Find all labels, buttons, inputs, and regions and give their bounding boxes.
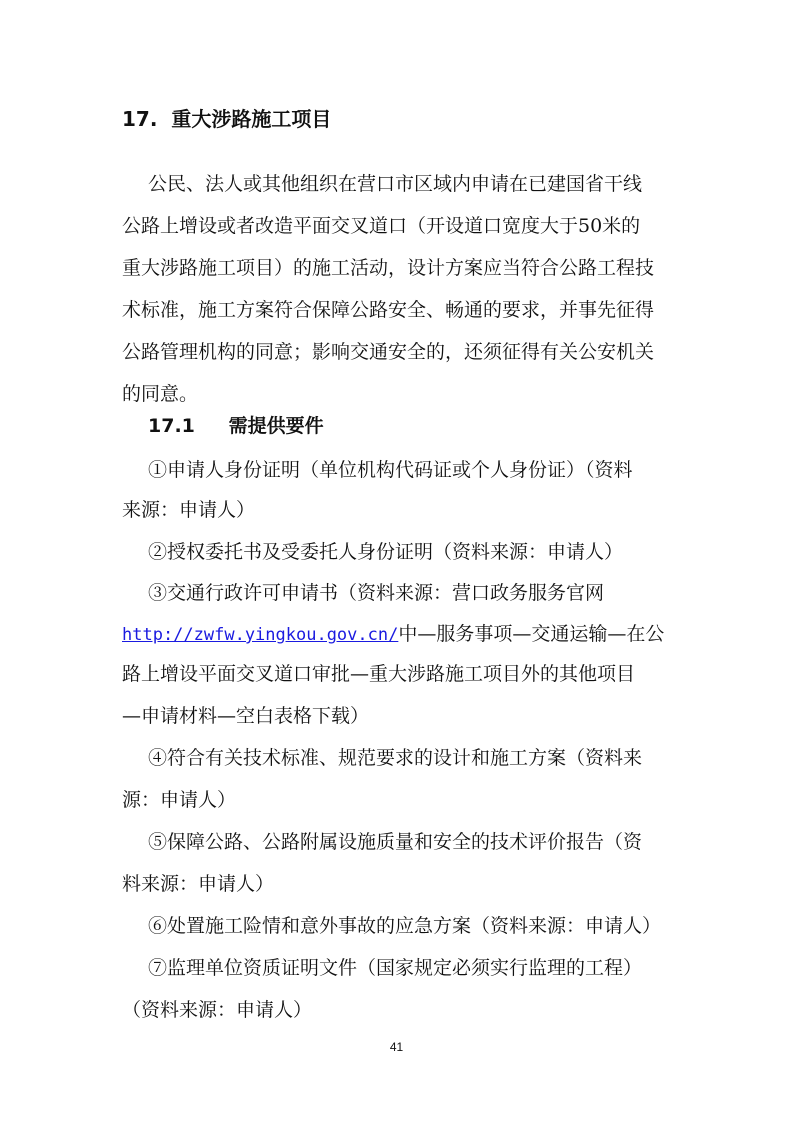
requirement-item-3-cont: —申请材料—空白表格下载） (122, 705, 370, 727)
link-trailing-text: 中—服务事项—交通运输—在公 (398, 623, 665, 645)
requirement-item-4-cont: 源：申请人） (122, 789, 237, 811)
portal-link[interactable]: http://zwfw.yingkou.gov.cn/ (122, 625, 399, 645)
section-number: 17. (122, 107, 158, 131)
page-number: 41 (389, 1040, 404, 1054)
requirement-item-1-cont: 来源：申请人） (122, 499, 256, 521)
intro-line: 公路上增设或者改造平面交叉道口（开设道口宽度大于50米的 (122, 215, 641, 237)
section-title: 重大涉路施工项目 (171, 107, 332, 131)
subsection-number: 17.1 (148, 415, 195, 437)
requirement-item-3-cont (122, 622, 682, 647)
intro-line: 术标准，施工方案符合保障公路安全、畅通的要求，并事先征得 (122, 299, 655, 321)
intro-line: 的同意。 (122, 383, 199, 405)
intro-line: 重大涉路施工项目）的施工活动，设计方案应当符合公路工程技 (122, 257, 655, 279)
requirement-item-7: ⑦监理单位资质证明文件（国家规定必须实行监理的工程） (148, 957, 643, 979)
requirement-item-3-cont: 路上增设平面交叉道口审批—重大涉路施工项目外的其他项目 (122, 663, 636, 685)
requirement-item-1: ①申请人身份证明（单位机构代码证或个人身份证）（资料 (148, 459, 633, 481)
intro-line: 公民、法人或其他组织在营口市区域内申请在已建国省干线 (148, 173, 643, 195)
requirement-item-4: ④符合有关技术标准、规范要求的设计和施工方案（资料来 (148, 747, 643, 769)
requirement-item-2: ②授权委托书及受委托人身份证明（资料来源：申请人） (148, 541, 624, 563)
requirement-item-5: ⑤保障公路、公路附属设施质量和安全的技术评价报告（资 (148, 831, 643, 853)
requirement-item-6: ⑥处置施工险情和意外事故的应急方案（资料来源：申请人） (148, 915, 662, 937)
subsection-heading (148, 414, 324, 438)
subsection-title: 需提供要件 (228, 415, 324, 437)
requirement-item-7-cont: （资料来源：申请人） (122, 999, 313, 1021)
intro-line: 公路管理机构的同意；影响交通安全的，还须征得有关公安机关 (122, 341, 655, 363)
requirement-item-3: ③交通行政许可申请书（资料来源：营口政务服务官网 (148, 582, 605, 604)
section-heading (122, 106, 331, 132)
requirement-item-5-cont: 料来源：申请人） (122, 873, 275, 895)
